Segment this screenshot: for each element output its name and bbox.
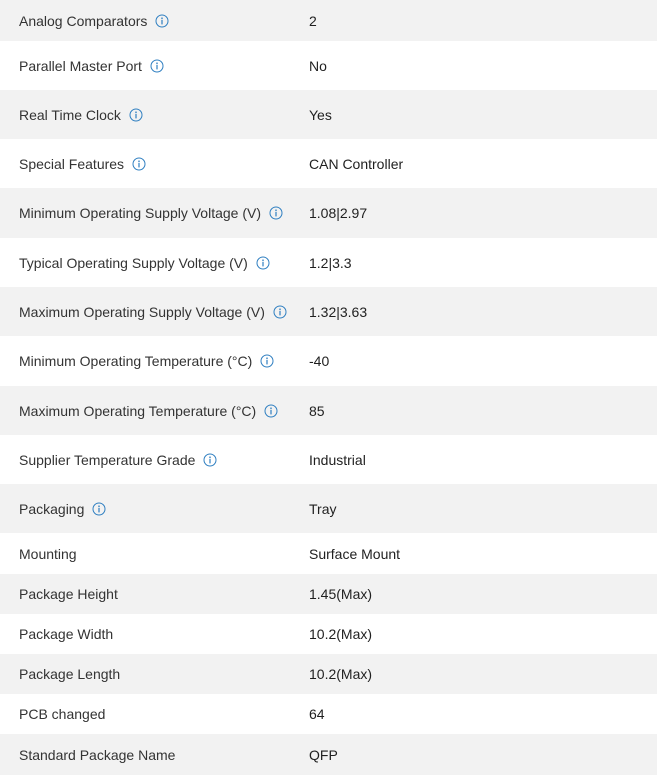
spec-row-real-time-clock	[0, 90, 657, 139]
spec-label-text: Special Features	[19, 155, 125, 172]
info-icon[interactable]	[269, 206, 283, 220]
spec-row-minimum-operating-supply-voltage-v	[0, 188, 657, 238]
spec-label	[0, 403, 309, 419]
spec-label-text: Mounting	[19, 545, 77, 562]
spec-label-text: Parallel Master Port	[19, 57, 142, 74]
info-icon[interactable]	[273, 305, 287, 319]
info-icon[interactable]	[92, 502, 106, 516]
spec-row-package-width	[0, 614, 657, 654]
spec-label-text: Maximum Operating Supply Voltage (V)	[19, 303, 265, 320]
spec-label	[0, 353, 309, 369]
spec-label-text: Packaging	[19, 500, 85, 517]
spec-label-text: PCB changed	[19, 706, 106, 722]
spec-value: 1.2|3.3	[309, 254, 352, 271]
spec-row-mounting	[0, 533, 657, 574]
spec-row-package-height	[0, 574, 657, 614]
spec-value: Industrial	[309, 451, 366, 468]
spec-label-text: Typical Operating Supply Voltage (V)	[19, 254, 248, 271]
spec-label-text: Minimum Operating Temperature (°C)	[19, 353, 253, 369]
spec-label	[0, 546, 309, 562]
spec-row-maximum-operating-temperature-c	[0, 386, 657, 435]
info-icon[interactable]	[150, 59, 164, 73]
spec-row-standard-package-name	[0, 734, 657, 775]
spec-label-text: Package Height	[19, 586, 118, 602]
spec-value: 85	[309, 402, 325, 419]
spec-row-pcb-changed	[0, 694, 657, 734]
info-icon[interactable]	[264, 404, 278, 418]
spec-label	[0, 747, 309, 763]
spec-value: Yes	[309, 106, 332, 123]
spec-row-package-length	[0, 654, 657, 694]
spec-label-text: Supplier Temperature Grade	[19, 451, 196, 468]
spec-value: Tray	[309, 500, 337, 517]
spec-label	[0, 626, 309, 642]
spec-label	[0, 205, 309, 221]
info-icon[interactable]	[260, 354, 274, 368]
spec-label	[0, 452, 309, 468]
spec-label	[0, 586, 309, 602]
spec-label	[0, 501, 309, 517]
info-icon[interactable]	[256, 256, 270, 270]
spec-label	[0, 706, 309, 722]
spec-value: 1.08|2.97	[309, 205, 368, 221]
spec-row-special-features	[0, 139, 657, 188]
spec-value: QFP	[309, 746, 338, 763]
spec-label-text: Package Width	[19, 626, 114, 642]
spec-row-maximum-operating-supply-voltage-v	[0, 287, 657, 336]
spec-label-text: Package Length	[19, 666, 121, 682]
spec-value: 10.2(Max)	[309, 666, 373, 682]
spec-label	[0, 666, 309, 682]
spec-label-text: Analog Comparators	[19, 12, 148, 29]
spec-value: No	[309, 57, 327, 74]
spec-value: 1.32|3.63	[309, 303, 368, 320]
info-icon[interactable]	[132, 157, 146, 171]
spec-value: -40	[309, 353, 330, 369]
spec-label	[0, 156, 309, 172]
spec-label	[0, 13, 309, 29]
spec-label-text: Real Time Clock	[19, 106, 121, 123]
spec-value: 2	[309, 12, 317, 29]
spec-value: 64	[309, 706, 325, 722]
info-icon[interactable]	[203, 453, 217, 467]
spec-row-parallel-master-port	[0, 41, 657, 90]
info-icon[interactable]	[129, 108, 143, 122]
spec-label	[0, 304, 309, 320]
spec-label-text: Minimum Operating Supply Voltage (V)	[19, 205, 261, 221]
spec-value: 10.2(Max)	[309, 626, 373, 642]
spec-row-typical-operating-supply-voltage-v	[0, 238, 657, 287]
spec-value: 1.45(Max)	[309, 586, 373, 602]
spec-row-supplier-temperature-grade	[0, 435, 657, 484]
spec-label-text: Maximum Operating Temperature (°C)	[19, 402, 257, 419]
spec-label	[0, 255, 309, 271]
spec-label	[0, 58, 309, 74]
spec-value: CAN Controller	[309, 155, 404, 172]
spec-row-analog-comparators	[0, 0, 657, 41]
spec-row-packaging	[0, 484, 657, 533]
spec-label	[0, 107, 309, 123]
spec-row-minimum-operating-temperature-c	[0, 336, 657, 386]
info-icon[interactable]	[155, 14, 169, 28]
spec-value: Surface Mount	[309, 545, 401, 562]
spec-label-text: Standard Package Name	[19, 746, 176, 763]
